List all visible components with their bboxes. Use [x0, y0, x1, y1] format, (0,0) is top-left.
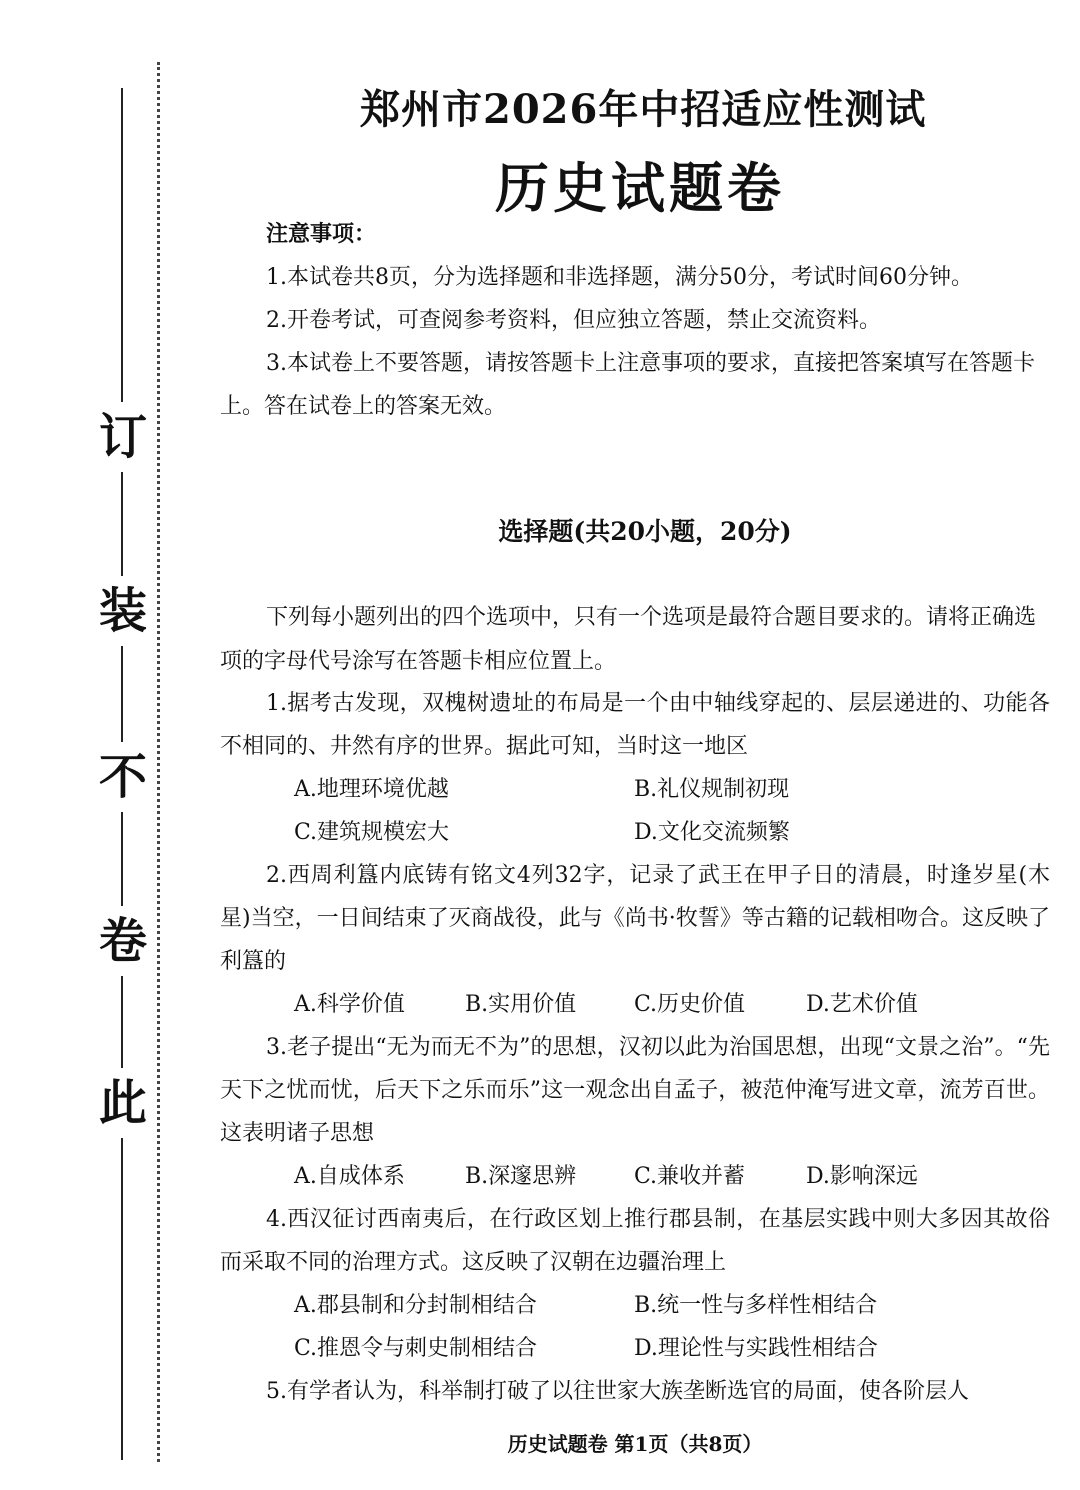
option-row: [220, 811, 1050, 854]
option-row: [220, 1155, 1050, 1198]
question-stem: 3.老子提出“无为而无不为”的思想，汉初以此为治国思想，出现“文景之治”。“先天下之忧而忧，后天下之乐而乐”这一观念出自孟子，被范仲淹写进文章，流芳百世。这表明诸子思想: [220, 1035, 1050, 1146]
option: B.实用价值: [465, 992, 577, 1017]
option: A.郡县制和分封制相结合: [294, 1293, 537, 1318]
section-title: 选择题(共20小题，20分): [498, 517, 792, 546]
option: B.礼仪规制初现: [634, 777, 790, 802]
option-row: [220, 768, 1050, 811]
option: A.科学价值: [294, 992, 405, 1017]
cut-line: [157, 62, 160, 1462]
question-stem: 2.西周利簋内底铸有铭文4列32字，记录了武王在甲子日的清晨，时逢岁星(木星)当空，一日间结束了灭商战役，此与《尚书·牧誓》等古籍的记载相吻合。这反映了利簋的: [220, 863, 1050, 974]
binding-char-bu: 不: [88, 742, 158, 812]
option: D.艺术价值: [806, 992, 918, 1017]
option: B.统一性与多样性相结合: [634, 1293, 878, 1318]
section-instruction: 下列每小题列出的四个选项中，只有一个选项是最符合题目要求的。请将正确选项的字母代号涂写在答题卡相应位置上。: [220, 605, 1037, 674]
binding-char-zhuang: 装: [88, 576, 158, 646]
option-row: [220, 983, 1050, 1026]
exam-subtitle: 历史试题卷: [495, 156, 785, 220]
option: A.地理环境优越: [294, 777, 449, 802]
question-stem: 1.据考古发现，双槐树遗址的布局是一个由中轴线穿起的、层层递进的、功能各不相同的、井然有序的世界。据此可知，当时这一地区: [220, 691, 1050, 759]
question-list: [220, 682, 1050, 1413]
binding-char-ding: 订: [88, 402, 158, 472]
notice-item: 1.本试卷共8页，分为选择题和非选择题，满分50分，考试时间60分钟。: [266, 265, 973, 290]
option: C.历史价值: [634, 992, 746, 1017]
notice-item: 2.开卷考试，可查阅参考资料，但应独立答题，禁止交流资料。: [266, 308, 881, 333]
option: D.文化交流频繁: [634, 820, 790, 845]
page-footer: 历史试题卷 第1页（共8页）: [507, 1432, 763, 1456]
option: C.建筑规模宏大: [294, 820, 450, 845]
option: C.兼收并蓄: [634, 1164, 746, 1189]
notice-heading: 注意事项：: [266, 221, 377, 247]
question-stem: 4.西汉征讨西南夷后，在行政区划上推行郡县制，在基层实践中则大多因其故俗而采取不同的治理方式。这反映了汉朝在边疆治理上: [220, 1207, 1050, 1275]
binding-char-juan: 卷: [88, 906, 158, 976]
exam-title: 郑州市2026年中招适应性测试: [360, 86, 927, 133]
option: C.推恩令与刺史制相结合: [294, 1336, 538, 1361]
notice-block: [220, 213, 1050, 428]
option-row: [220, 1284, 1050, 1327]
option: B.深邃思辨: [465, 1164, 577, 1189]
question-stem: 5.有学者认为，科举制打破了以往世家大族垄断选官的局面，使各阶层人: [266, 1379, 969, 1404]
option: D.理论性与实践性相结合: [634, 1336, 878, 1361]
binding-margin: [0, 0, 180, 1490]
notice-item: 3.本试卷上不要答题，请按答题卡上注意事项的要求，直接把答案填写在答题卡上。答在试卷上的答案无效。: [220, 351, 1035, 419]
option: A.自成体系: [294, 1164, 405, 1189]
option-row: [220, 1327, 1050, 1370]
binding-char-ci: 此: [88, 1068, 158, 1138]
option: D.影响深远: [806, 1164, 918, 1189]
